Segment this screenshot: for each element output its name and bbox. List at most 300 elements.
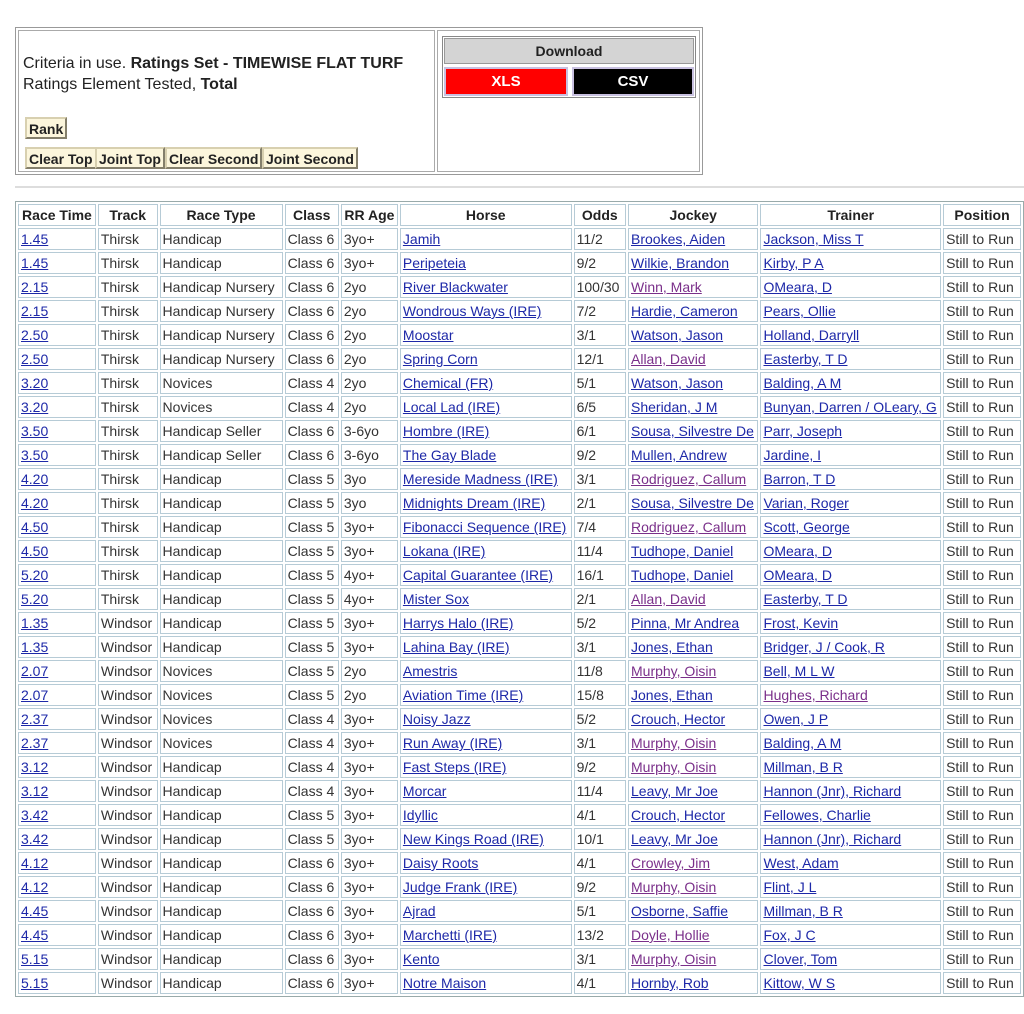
table-row [18,708,1021,730]
odds-cell: 5/1 [574,900,626,922]
horse-cell [400,540,572,562]
criteria-panel [15,27,703,175]
horse-cell [400,588,572,610]
horse-cell [400,228,572,250]
table-row [18,972,1021,994]
horse-link[interactable]: Ajrad [402,903,436,919]
jockey-cell [628,852,758,874]
horse-link[interactable]: Hombre (IRE) [402,423,490,439]
jockey-cell [628,828,758,850]
age-cell: 2yo [341,276,398,298]
trainer-cell [760,276,941,298]
age-cell: 3yo+ [341,612,398,634]
race-type-cell: Handicap Nursery [160,324,283,346]
race-type-cell: Handicap Seller [160,444,283,466]
class-cell: Class 5 [285,612,339,634]
horse-link[interactable]: Spring Corn [402,351,478,367]
race-time-cell [18,708,96,730]
race-time-link[interactable]: 4.20 [21,471,49,487]
jockey-link[interactable]: Jones, Ethan [631,639,713,655]
trainer-link[interactable]: Scott, George [763,519,850,535]
race-time-link[interactable]: 4.45 [21,927,49,943]
trainer-link[interactable]: Balding, A M [763,735,842,751]
trainer-cell [760,876,941,898]
trainer-link[interactable]: Balding, A M [763,375,842,391]
position-cell: Still to Run [943,924,1021,946]
race-time-link[interactable]: 3.20 [21,375,49,391]
race-type-cell: Handicap [160,492,283,514]
race-time-cell [18,780,96,802]
jockey-link[interactable]: Crouch, Hector [631,711,726,727]
jockey-link[interactable]: Murphy, Oisin [631,663,717,679]
position-cell: Still to Run [943,756,1021,778]
trainer-link[interactable]: Parr, Joseph [763,423,843,439]
table-row [18,948,1021,970]
trainer-link[interactable]: Varian, Roger [763,495,849,511]
table-row [18,612,1021,634]
race-time-link[interactable]: 4.12 [21,855,49,871]
horse-link[interactable]: Local Lad (IRE) [402,399,501,415]
race-time-cell [18,348,96,370]
race-time-link[interactable]: 3.50 [21,447,49,463]
jockey-link[interactable]: Crowley, Jim [631,855,711,871]
race-time-cell [18,876,96,898]
jockey-link[interactable]: Mullen, Andrew [631,447,727,463]
class-cell: Class 6 [285,324,339,346]
horse-cell [400,972,572,994]
position-cell: Still to Run [943,396,1021,418]
jockey-cell [628,348,758,370]
clear-top-button[interactable]: Clear Top [25,147,97,169]
trainer-link[interactable]: Jackson, Miss T [763,231,864,247]
table-row [18,300,1021,322]
race-time-link[interactable]: 4.45 [21,903,49,919]
trainer-link[interactable]: Clover, Tom [763,951,838,967]
table-row [18,588,1021,610]
ratings-element: Total [200,76,238,93]
horse-link[interactable]: Mister Sox [402,591,470,607]
race-time-link[interactable]: 1.45 [21,231,49,247]
position-cell: Still to Run [943,492,1021,514]
jockey-link[interactable]: Tudhope, Daniel [631,543,734,559]
download-panel [442,36,696,98]
horse-cell [400,468,572,490]
race-type-cell: Handicap [160,828,283,850]
jockey-link[interactable]: Osborne, Saffie [631,903,729,919]
trainer-link[interactable]: Millman, B R [763,903,843,919]
trainer-link[interactable]: Jardine, I [763,447,822,463]
race-time-cell [18,804,96,826]
trainer-link[interactable]: OMeara, D [763,279,832,295]
race-time-link[interactable]: 2.07 [21,687,49,703]
race-time-cell [18,612,96,634]
race-time-link[interactable]: 3.50 [21,423,49,439]
odds-cell: 3/1 [574,468,626,490]
horse-cell [400,492,572,514]
race-time-link[interactable]: 4.12 [21,879,49,895]
csv-download-button[interactable]: CSV [572,67,694,96]
class-cell: Class 4 [285,708,339,730]
table-row [18,396,1021,418]
race-time-link[interactable]: 2.15 [21,279,49,295]
jockey-cell [628,396,758,418]
race-time-link[interactable]: 3.42 [21,807,49,823]
class-cell: Class 4 [285,780,339,802]
race-time-link[interactable]: 2.15 [21,303,49,319]
race-time-link[interactable]: 4.20 [21,495,49,511]
trainer-link[interactable]: OMeara, D [763,567,832,583]
horse-cell [400,924,572,946]
horse-link[interactable]: Midnights Dream (IRE) [402,495,546,511]
race-time-link[interactable]: 3.20 [21,399,49,415]
race-time-link[interactable]: 5.20 [21,567,49,583]
horse-link[interactable]: Chemical (FR) [402,375,494,391]
class-cell: Class 4 [285,372,339,394]
race-time-cell [18,516,96,538]
column-header-position: Position [943,204,1021,226]
trainer-cell [760,444,941,466]
trainer-link[interactable]: Fellowes, Charlie [763,807,871,823]
age-cell: 2yo [341,324,398,346]
trainer-cell [760,468,941,490]
position-cell: Still to Run [943,444,1021,466]
joint-second-button[interactable]: Joint Second [262,147,358,169]
age-cell: 2yo [341,372,398,394]
track-cell: Thirsk [98,516,158,538]
age-cell: 3yo+ [341,732,398,754]
race-time-link[interactable]: 3.42 [21,831,49,847]
horse-cell [400,708,572,730]
trainer-link[interactable]: Bell, M L W [763,663,835,679]
position-cell: Still to Run [943,972,1021,994]
jockey-cell [628,900,758,922]
position-cell: Still to Run [943,636,1021,658]
jockey-cell [628,804,758,826]
jockey-link[interactable]: Rodriguez, Callum [631,471,747,487]
jockey-link[interactable]: Allan, David [631,591,706,607]
column-header-class: Class [285,204,339,226]
criteria-text [23,53,403,95]
horse-link[interactable]: Noisy Jazz [402,711,471,727]
class-cell: Class 6 [285,972,339,994]
horse-link[interactable]: New Kings Road (IRE) [402,831,544,847]
jockey-cell [628,732,758,754]
class-cell: Class 6 [285,876,339,898]
position-cell: Still to Run [943,804,1021,826]
class-cell: Class 5 [285,684,339,706]
race-time-link[interactable]: 2.50 [21,327,49,343]
class-cell: Class 6 [285,852,339,874]
trainer-link[interactable]: Barron, T D [763,471,836,487]
table-row [18,876,1021,898]
race-type-cell: Handicap [160,900,283,922]
track-cell: Windsor [98,852,158,874]
horse-cell [400,780,572,802]
column-header-trainer: Trainer [760,204,941,226]
race-time-link[interactable]: 5.15 [21,975,49,991]
odds-cell: 16/1 [574,564,626,586]
trainer-link[interactable]: Easterby, T D [763,591,848,607]
trainer-cell [760,828,941,850]
race-time-cell [18,924,96,946]
race-type-cell: Novices [160,732,283,754]
age-cell: 4yo+ [341,588,398,610]
trainer-link[interactable]: Hughes, Richard [763,687,868,703]
jockey-cell [628,876,758,898]
trainer-cell [760,396,941,418]
jockey-link[interactable]: Wilkie, Brandon [631,255,730,271]
trainer-link[interactable]: Hannon (Jnr), Richard [763,831,902,847]
race-time-cell [18,684,96,706]
race-time-link[interactable]: 3.12 [21,759,49,775]
horse-link[interactable]: Notre Maison [402,975,487,991]
trainer-link[interactable]: Owen, J P [763,711,829,727]
jockey-cell [628,948,758,970]
horse-cell [400,756,572,778]
race-time-link[interactable]: 2.50 [21,351,49,367]
track-cell: Windsor [98,876,158,898]
trainer-link[interactable]: West, Adam [763,855,839,871]
jockey-cell [628,780,758,802]
age-cell: 4yo+ [341,564,398,586]
horse-cell [400,252,572,274]
position-cell: Still to Run [943,324,1021,346]
table-row [18,828,1021,850]
horse-cell [400,300,572,322]
trainer-link[interactable]: Bridger, J / Cook, R [763,639,885,655]
horse-link[interactable]: Amestris [402,663,458,679]
race-time-cell [18,756,96,778]
race-time-cell [18,636,96,658]
jockey-cell [628,420,758,442]
class-cell: Class 6 [285,924,339,946]
clear-second-button[interactable]: Clear Second [165,147,262,169]
jockey-link[interactable]: Pinna, Mr Andrea [631,615,740,631]
position-cell: Still to Run [943,708,1021,730]
odds-cell: 9/2 [574,876,626,898]
position-cell: Still to Run [943,732,1021,754]
xls-download-button[interactable]: XLS [444,67,568,96]
horse-link[interactable]: Marchetti (IRE) [402,927,498,943]
rank-button[interactable]: Rank [25,117,67,139]
jockey-link[interactable]: Leavy, Mr Joe [631,831,718,847]
trainer-link[interactable]: Fox, J C [763,927,816,943]
table-row [18,804,1021,826]
horse-link[interactable]: Judge Frank (IRE) [402,879,518,895]
jockey-link[interactable]: Leavy, Mr Joe [631,783,718,799]
horse-cell [400,636,572,658]
trainer-link[interactable]: Millman, B R [763,759,843,775]
race-time-link[interactable]: 5.20 [21,591,49,607]
horse-link[interactable]: Lokana (IRE) [402,543,486,559]
race-type-cell: Handicap [160,948,283,970]
trainer-link[interactable]: Flint, J L [763,879,817,895]
jockey-link[interactable]: Murphy, Oisin [631,735,717,751]
age-cell: 3yo+ [341,852,398,874]
horse-link[interactable]: Peripeteia [402,255,466,271]
horse-cell [400,804,572,826]
class-cell: Class 5 [285,492,339,514]
jockey-cell [628,492,758,514]
age-cell: 3yo+ [341,756,398,778]
horse-link[interactable]: Mereside Madness (IRE) [402,471,558,487]
odds-cell: 3/1 [574,948,626,970]
horse-link[interactable]: Fibonacci Sequence (IRE) [402,519,567,535]
race-time-link[interactable]: 2.37 [21,711,49,727]
position-cell: Still to Run [943,660,1021,682]
track-cell: Windsor [98,972,158,994]
trainer-link[interactable]: Kirby, P A [763,255,824,271]
age-cell: 3yo+ [341,780,398,802]
trainer-link[interactable]: Hannon (Jnr), Richard [763,783,902,799]
class-cell: Class 6 [285,276,339,298]
jockey-link[interactable]: Crouch, Hector [631,807,726,823]
jockey-cell [628,372,758,394]
odds-cell: 3/1 [574,732,626,754]
age-cell: 3yo [341,492,398,514]
jockey-cell [628,612,758,634]
jockey-link[interactable]: Watson, Jason [631,375,724,391]
race-time-cell [18,732,96,754]
position-cell: Still to Run [943,252,1021,274]
age-cell: 3yo+ [341,636,398,658]
horse-link[interactable]: Aviation Time (IRE) [402,687,524,703]
horse-cell [400,732,572,754]
race-time-link[interactable]: 4.50 [21,543,49,559]
horse-link[interactable]: Moostar [402,327,454,343]
race-type-cell: Handicap [160,468,283,490]
table-header-row [18,204,1021,226]
horse-link[interactable]: River Blackwater [402,279,508,295]
jockey-link[interactable]: Hardie, Cameron [631,303,738,319]
horse-link[interactable]: Run Away (IRE) [402,735,503,751]
age-cell: 2yo [341,396,398,418]
horse-cell [400,684,572,706]
track-cell: Thirsk [98,252,158,274]
horse-cell [400,276,572,298]
trainer-cell [760,708,941,730]
jockey-link[interactable]: Winn, Mark [631,279,702,295]
odds-cell: 5/2 [574,612,626,634]
jockey-link[interactable]: Sheridan, J M [631,399,718,415]
position-cell: Still to Run [943,900,1021,922]
position-cell: Still to Run [943,228,1021,250]
horse-link[interactable]: The Gay Blade [402,447,497,463]
trainer-cell [760,924,941,946]
horse-link[interactable]: Kento [402,951,440,967]
position-cell: Still to Run [943,540,1021,562]
trainer-link[interactable]: Easterby, T D [763,351,848,367]
jockey-cell [628,684,758,706]
trainer-link[interactable]: Bunyan, Darren / OLeary, G [763,399,937,415]
table-row [18,492,1021,514]
criteria-prefix: Criteria in use. [23,55,131,72]
race-time-link[interactable]: 1.35 [21,639,49,655]
horse-link[interactable]: Harrys Halo (IRE) [402,615,514,631]
race-type-cell: Handicap [160,588,283,610]
jockey-link[interactable]: Murphy, Oisin [631,879,717,895]
horse-link[interactable]: Idyllic [402,807,438,823]
horse-link[interactable]: Daisy Roots [402,855,479,871]
horse-link[interactable]: Fast Steps (IRE) [402,759,507,775]
trainer-link[interactable]: OMeara, D [763,543,832,559]
race-time-cell [18,540,96,562]
joint-top-button[interactable]: Joint Top [95,147,165,169]
track-cell: Thirsk [98,348,158,370]
race-time-link[interactable]: 3.12 [21,783,49,799]
races-table [15,201,1024,997]
jockey-link[interactable]: Brookes, Aiden [631,231,726,247]
jockey-link[interactable]: Sousa, Silvestre De [631,495,754,511]
horse-link[interactable]: Capital Guarantee (IRE) [402,567,554,583]
jockey-link[interactable]: Sousa, Silvestre De [631,423,754,439]
jockey-cell [628,516,758,538]
track-cell: Thirsk [98,324,158,346]
jockey-link[interactable]: Watson, Jason [631,327,724,343]
race-time-link[interactable]: 4.50 [21,519,49,535]
trainer-cell [760,372,941,394]
trainer-link[interactable]: Holland, Darryll [763,327,860,343]
jockey-cell [628,540,758,562]
jockey-link[interactable]: Jones, Ethan [631,687,713,703]
race-time-link[interactable]: 2.07 [21,663,49,679]
horse-link[interactable]: Lahina Bay (IRE) [402,639,510,655]
jockey-cell [628,924,758,946]
horse-link[interactable]: Wondrous Ways (IRE) [402,303,542,319]
odds-cell: 9/2 [574,252,626,274]
jockey-link[interactable]: Murphy, Oisin [631,951,717,967]
race-type-cell: Handicap [160,756,283,778]
horse-link[interactable]: Morcar [402,783,447,799]
horse-link[interactable]: Jamih [402,231,441,247]
jockey-link[interactable]: Allan, David [631,351,706,367]
age-cell: 3yo+ [341,804,398,826]
jockey-link[interactable]: Tudhope, Daniel [631,567,734,583]
race-time-cell [18,900,96,922]
race-time-cell [18,468,96,490]
jockey-link[interactable]: Murphy, Oisin [631,759,717,775]
jockey-cell [628,300,758,322]
jockey-link[interactable]: Doyle, Hollie [631,927,710,943]
class-cell: Class 6 [285,948,339,970]
trainer-cell [760,660,941,682]
age-cell: 3yo+ [341,924,398,946]
trainer-link[interactable]: Pears, Ollie [763,303,836,319]
jockey-cell [628,756,758,778]
odds-cell: 9/2 [574,756,626,778]
track-cell: Thirsk [98,492,158,514]
race-time-link[interactable]: 5.15 [21,951,49,967]
table-row [18,372,1021,394]
trainer-link[interactable]: Frost, Kevin [763,615,839,631]
position-cell: Still to Run [943,780,1021,802]
trainer-cell [760,300,941,322]
race-time-link[interactable]: 1.35 [21,615,49,631]
race-time-link[interactable]: 1.45 [21,255,49,271]
trainer-link[interactable]: Kittow, W S [763,975,836,991]
jockey-link[interactable]: Hornby, Rob [631,975,709,991]
jockey-cell [628,588,758,610]
race-time-cell [18,324,96,346]
odds-cell: 12/1 [574,348,626,370]
race-time-link[interactable]: 2.37 [21,735,49,751]
track-cell: Windsor [98,900,158,922]
odds-cell: 3/1 [574,636,626,658]
horse-cell [400,372,572,394]
jockey-cell [628,444,758,466]
class-cell: Class 6 [285,252,339,274]
jockey-link[interactable]: Rodriguez, Callum [631,519,747,535]
